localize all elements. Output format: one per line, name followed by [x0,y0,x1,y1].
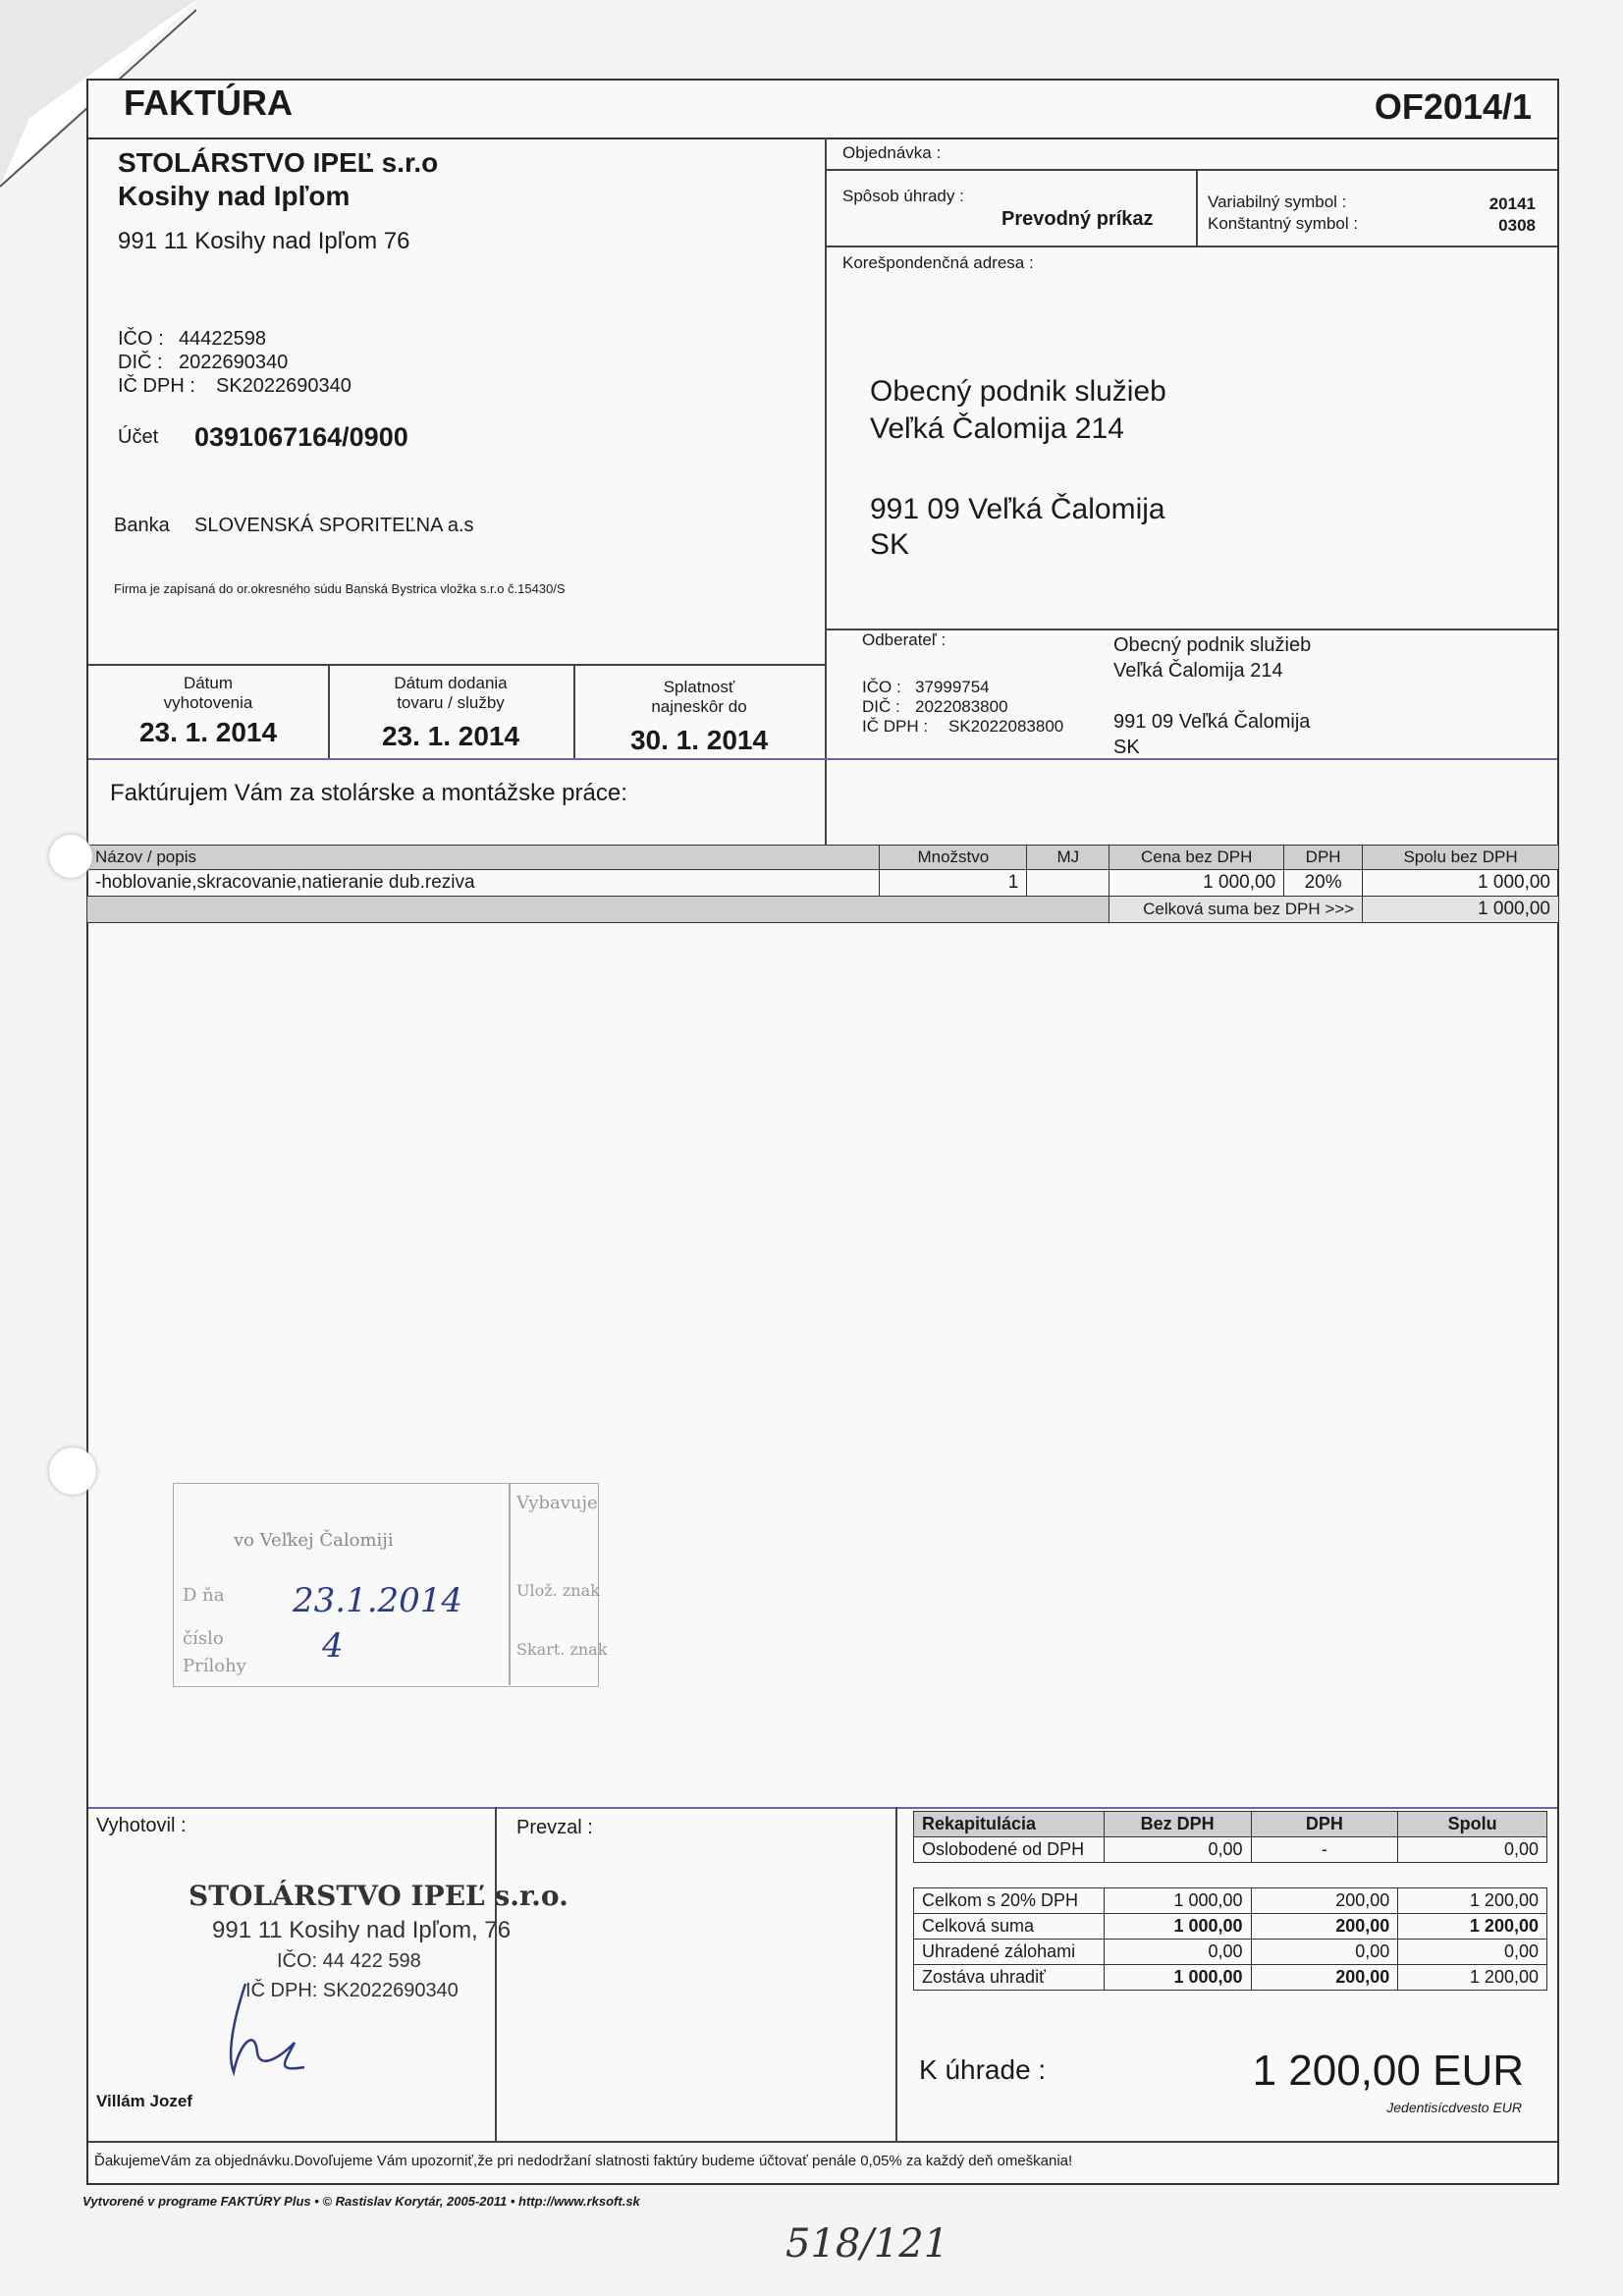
col-mj-header: MJ [1027,846,1109,870]
registry-handwritten-date: 23.1.2014 [293,1581,463,1620]
amount-due-label: K úhrade : [919,2054,1047,2085]
registry-date-label: D ňa [183,1585,225,1606]
recap-bez: 1 000,00 [1104,1965,1251,1991]
constant-symbol: 0308 [1498,216,1536,235]
recap-spolu: 0,00 [1398,1837,1547,1863]
payment-method: Prevodný príkaz [1001,208,1154,230]
intro-divider [88,758,1557,760]
recap-bez: 0,00 [1104,1837,1251,1863]
registry-attachments-label: Prílohy [183,1656,246,1676]
recap-label: Celkom s 20% DPH [914,1888,1105,1914]
supplier-name-line2: Kosihy nad Ipľom [118,181,351,211]
issue-date-label2: vyhotovenia [163,693,253,712]
items-table [86,845,1559,923]
recap-spolu: 1 200,00 [1398,1914,1547,1940]
constant-symbol-label: Konštantný symbol : [1208,214,1359,233]
issued-by-label: Vyhotovil : [96,1815,187,1836]
due-date-label1: Splatnosť [663,678,735,696]
payment-method-label: Spôsob úhrady : [842,187,964,205]
supplier-icdph-label: IČ DPH : [118,375,195,397]
recap-dph: 0,00 [1251,1940,1398,1965]
recap-header-label: Rekapitulácia [914,1812,1105,1837]
issue-date-label1: Dátum [183,674,234,692]
footer-col-divider-2 [895,1807,897,2141]
payment-divider [825,246,1557,247]
recap-bez: 1 000,00 [1104,1914,1251,1940]
col-price-header: Cena bez DPH [1109,846,1284,870]
supplier-account: 0391067164/0900 [194,422,408,452]
supplier-name-line1: STOLÁRSTVO IPEĽ s.r.o [118,147,439,178]
received-by-label: Prevzal : [516,1817,593,1838]
recap-spacer [914,1863,1547,1888]
registry-handler-label: Vybavuje [516,1493,598,1513]
table-row [87,870,1559,897]
recap-dph: - [1251,1837,1398,1863]
recap-dph: 200,00 [1251,1888,1398,1914]
supplier-bank: SLOVENSKÁ SPORITEĽNA a.s [194,515,474,536]
corr-line2: Veľká Čalomija 214 [870,412,1124,445]
supplier-dic-label: DIČ : [118,352,163,373]
supplier-registry-note: Firma je zapísaná do or.okresného súdu Banská Bystrica vložka s.r.o č.15430/S [114,581,566,596]
customer-ico: 37999754 [915,678,990,696]
delivery-date: 23. 1. 2014 [381,721,520,751]
registry-stamp-divider [509,1483,511,1685]
corr-line3: 991 09 Veľká Čalomija [870,493,1165,525]
company-stamp-icdph: IČ DPH: SK2022690340 [245,1980,459,2001]
intro-text: Faktúrujem Vám za stolárske a montážske práce: [110,780,627,806]
divider-vertical-main [825,137,827,850]
item-price: 1 000,00 [1109,870,1284,897]
recap-header-row [914,1812,1547,1837]
customer-name1: Obecný podnik služieb [1113,634,1312,656]
registry-place: vo Veľkej Čalomiji [234,1530,394,1551]
delivery-date-label2: tovaru / služby [397,693,505,712]
delivery-date-label1: Dátum dodania [394,674,508,692]
sum-row-filler [87,897,1109,923]
customer-label: Odberateľ : [862,630,947,649]
registry-handwritten-number: 4 [322,1626,344,1666]
table-row [914,1888,1547,1914]
customer-country: SK [1113,737,1140,758]
recap-bez: 1 000,00 [1104,1888,1251,1914]
order-divider [825,169,1557,171]
customer-name2: Veľká Čalomija 214 [1113,660,1283,682]
invoice-frame [86,79,1559,2185]
table-row [914,1837,1547,1863]
customer-dic-label: DIČ : [862,697,900,716]
recap-label: Celková suma [914,1914,1105,1940]
company-stamp-address: 991 11 Kosihy nad Ipľom, 76 [212,1917,512,1943]
amount-in-words: Jedentisícdvesto EUR [1386,2100,1522,2115]
col-name-header: Názov / popis [87,846,880,870]
table-row [914,1940,1547,1965]
due-date-label2: najneskôr do [651,697,747,716]
footer-divider [88,1807,1557,1809]
recap-spacer-row [914,1863,1547,1888]
recap-dph: 200,00 [1251,1914,1398,1940]
punch-hole [49,1448,96,1495]
footer-col-divider-1 [495,1807,497,2141]
supplier-address: 991 11 Kosihy nad Ipľom 76 [118,228,410,254]
supplier-account-label: Účet [118,426,159,448]
punch-hole [49,835,92,878]
recap-label: Oslobodené od DPH [914,1837,1105,1863]
recap-spolu: 0,00 [1398,1940,1547,1965]
item-mj [1027,870,1109,897]
col-total-header: Spolu bez DPH [1363,846,1559,870]
software-credit: Vytvorené v programe FAKTÚRY Plus • © Rastislav Korytár, 2005-2011 • http://www.rksoft.sk [82,2194,640,2209]
supplier-bank-label: Banka [114,515,170,536]
recap-dph: 200,00 [1251,1965,1398,1991]
recap-label: Uhradené zálohami [914,1940,1105,1965]
supplier-ico-label: IČO : [118,328,164,350]
recap-bez: 0,00 [1104,1940,1251,1965]
due-date: 30. 1. 2014 [629,725,769,755]
item-vat: 20% [1284,870,1363,897]
issue-date: 23. 1. 2014 [138,717,278,747]
item-name: -hoblovanie,skracovanie,natieranie dub.reziva [87,870,880,897]
supplier-icdph: SK2022690340 [216,375,352,397]
variable-symbol-label: Variabilný symbol : [1208,192,1347,211]
order-label: Objednávka : [842,143,942,162]
dates-divider [88,664,825,666]
invoice-number: OF2014/1 [1374,86,1532,127]
customer-dic: 2022083800 [915,697,1008,716]
company-stamp-name: STOLÁRSTVO IPEĽ s.r.o. [189,1880,568,1912]
invoice-title: FAKTÚRA [124,82,293,123]
signature-icon [216,1974,324,2082]
item-qty: 1 [880,870,1027,897]
col-vat-header: DPH [1284,846,1363,870]
variable-symbol: 20141 [1488,194,1536,213]
recap-spolu: 1 200,00 [1398,1965,1547,1991]
table-row [914,1914,1547,1940]
corr-line1: Obecný podnik služieb [870,375,1166,408]
registry-shred-label: Skart. znak [516,1640,608,1659]
page-handwritten-number: 518/121 [785,2221,949,2267]
company-stamp-ico: IČO: 44 422 598 [277,1950,421,1972]
table-row [914,1965,1547,1991]
thanks-note: ĎakujemeVám za objednávku.Dovoľujeme Vám upozorniť,že pri nedodržaní slatnosti faktúry budeme účtovať penále 0,05% za každý deň omeškania! [94,2153,1073,2169]
signer-name: Villám Jozef [96,2092,192,2110]
recap-table [913,1811,1547,1991]
item-total: 1 000,00 [1363,870,1559,897]
sum-value: 1 000,00 [1363,897,1559,923]
registry-storage-label: Ulož. znak [516,1581,600,1600]
recap-label: Zostáva uhradiť [914,1965,1105,1991]
recap-header-bez: Bez DPH [1104,1812,1251,1837]
items-sum-row [87,897,1559,923]
thanks-divider [88,2141,1557,2143]
corr-line4: SK [870,528,910,561]
customer-icdph-label: IČ DPH : [862,717,929,736]
sum-label: Celková suma bez DPH >>> [1109,897,1363,923]
customer-address: 991 09 Veľká Čalomija [1113,711,1311,733]
amount-due-value: 1 200,00 EUR [1252,2047,1524,2095]
supplier-ico: 44422598 [179,328,266,350]
recap-header-dph: DPH [1251,1812,1398,1837]
correspondence-label: Korešpondenčná adresa : [842,253,1034,272]
symbols-divider [1196,169,1198,246]
col-qty-header: Množstvo [880,846,1027,870]
items-header-row [87,846,1559,870]
supplier-dic: 2022690340 [179,352,289,373]
registry-number-label: číslo [183,1628,224,1649]
recap-spolu: 1 200,00 [1398,1888,1547,1914]
customer-icdph: SK2022083800 [948,717,1064,736]
invoice-header-bar [88,81,1557,139]
customer-ico-label: IČO : [862,678,901,696]
recap-header-spolu: Spolu [1398,1812,1547,1837]
